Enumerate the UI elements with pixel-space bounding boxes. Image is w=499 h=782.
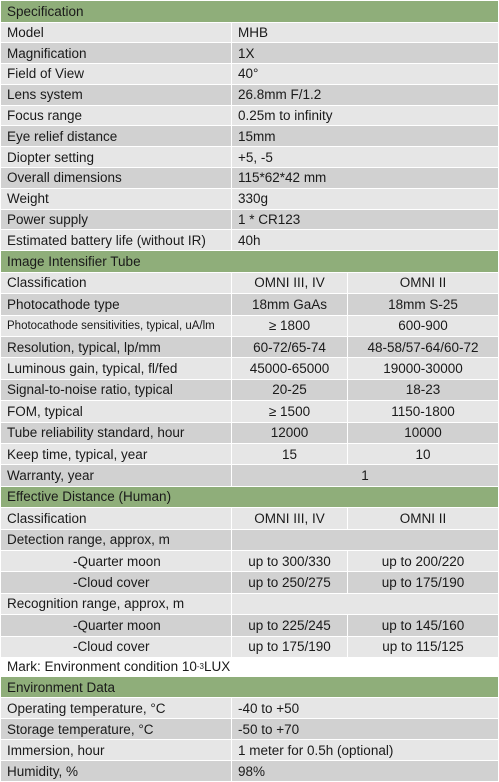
tube-row: [1, 423, 498, 444]
tube-row: [1, 508, 498, 529]
spec-label: FOM, typical: [7, 403, 83, 419]
spec-row: [1, 85, 498, 106]
spec-row: [1, 126, 498, 147]
value-omni-3-4: up to 250/275: [231, 572, 347, 592]
tube-row: [1, 615, 498, 636]
spec-label: Classification: [7, 275, 87, 291]
value-omni-3-4: OMNI III, IV: [231, 508, 347, 528]
mark-row: [1, 658, 498, 677]
spec-value: MHB: [231, 23, 498, 43]
spec-label: Storage temperature, °C: [7, 721, 154, 737]
value-omni-2: up to 175/190: [347, 572, 498, 592]
value-omni-2: 18-23: [347, 380, 498, 400]
section-effective-distance: [1, 487, 498, 509]
tube-row: [1, 337, 498, 358]
spec-label: Humidity, %: [7, 763, 79, 779]
value-omni-3-4: 18mm GaAs: [231, 294, 347, 314]
value-omni-2: 19000-30000: [347, 358, 498, 378]
section-image-intensifier-tube: [1, 251, 498, 273]
spec-value: 40h: [231, 230, 498, 250]
value-omni-2: up to 115/125: [347, 637, 498, 657]
value-omni-2: 18mm S-25: [347, 294, 498, 314]
spec-row: [1, 64, 498, 85]
spec-value: 15mm: [231, 126, 498, 146]
value-omni-3-4: up to 175/190: [231, 637, 347, 657]
spec-label: Diopter setting: [7, 149, 95, 165]
spec-row: [1, 23, 498, 44]
value-omni-3-4: up to 300/330: [231, 551, 347, 571]
spec-row: [1, 210, 498, 231]
spec-label: Weight: [7, 191, 49, 207]
spec-label: Overall dimensions: [7, 170, 122, 186]
spec-label: Eye relief distance: [7, 128, 118, 144]
tube-row: [1, 637, 498, 658]
spec-value: 1X: [231, 43, 498, 63]
spec-label: Signal-to-noise ratio, typical: [7, 382, 173, 398]
warranty-row: [1, 465, 498, 486]
specification-sheet: [1, 1, 498, 779]
tube-row: [1, 316, 498, 337]
spec-label: Resolution, typical, lp/mm: [7, 339, 161, 355]
spec-label: Field of View: [7, 66, 85, 82]
value-omni-3-4: 12000: [231, 423, 347, 443]
value-omni-3-4: OMNI III, IV: [231, 273, 347, 293]
spec-row: [1, 761, 498, 782]
tube-row: [1, 572, 498, 593]
spec-label: Magnification: [7, 45, 87, 61]
spec-label: Lens system: [7, 87, 83, 103]
tube-row: [1, 273, 498, 294]
spec-label: Luminous gain, typical, fl/fed: [7, 361, 178, 377]
section-title: Effective Distance (Human): [7, 489, 172, 505]
spec-label: Photocathode sensitivities, typical, uA/lm: [7, 319, 215, 332]
section-environment-data: [1, 677, 498, 699]
spec-row: [1, 740, 498, 761]
value-omni-2: OMNI II: [347, 273, 498, 293]
spec-value: 115*62*42 mm: [231, 168, 498, 188]
value-omni-3-4: ≥ 1500: [231, 401, 347, 421]
spec-label: Photocathode type: [7, 296, 120, 312]
spec-label: -Cloud cover: [73, 575, 150, 591]
value-omni-2: 10000: [347, 423, 498, 443]
spec-row: [1, 719, 498, 740]
value-omni-2: 600-900: [347, 316, 498, 336]
tube-row: [1, 358, 498, 379]
spec-value: 1 meter for 0.5h (optional): [231, 740, 498, 760]
spec-row: [1, 698, 498, 719]
value-omni-2: up to 200/220: [347, 551, 498, 571]
spec-label: Keep time, typical, year: [7, 446, 148, 462]
value-omni-3-4: ≥ 1800: [231, 316, 347, 336]
spec-label: -Quarter moon: [73, 617, 161, 633]
spec-row: [1, 147, 498, 168]
empty-cell: [231, 594, 498, 614]
spec-value: 1 * CR123: [231, 210, 498, 230]
value-omni-2: 10: [347, 444, 498, 464]
spec-value: -40 to +50: [231, 698, 498, 718]
tube-row: [1, 380, 498, 401]
section-title: Image Intensifier Tube: [7, 254, 141, 270]
tube-row: [1, 401, 498, 422]
value-omni-2: OMNI II: [347, 508, 498, 528]
value-omni-3-4: up to 225/245: [231, 615, 347, 635]
spec-value: 26.8mm F/1.2: [231, 85, 498, 105]
value-omni-3-4: 15: [231, 444, 347, 464]
spec-value: -50 to +70: [231, 719, 498, 739]
spec-label: Power supply: [7, 212, 89, 228]
value-omni-3-4: 60-72/65-74: [231, 337, 347, 357]
spec-label: -Quarter moon: [73, 553, 161, 569]
warranty-value: 1: [231, 465, 498, 485]
section-title: Environment Data: [7, 679, 116, 695]
spec-label: Tube reliability standard, hour: [7, 425, 185, 441]
environment-mark: Mark: Environment condition 10 -3 LUX: [7, 659, 231, 675]
value-omni-3-4: 45000-65000: [231, 358, 347, 378]
spec-value: 98%: [231, 761, 498, 781]
spec-row: [1, 230, 498, 251]
value-omni-2: 48-58/57-64/60-72: [347, 337, 498, 357]
tube-row: [1, 551, 498, 572]
spec-label: Estimated battery life (without IR): [7, 232, 206, 248]
spec-row: [1, 106, 498, 127]
value-omni-2: 1150-1800: [347, 401, 498, 421]
value-omni-3-4: 20-25: [231, 380, 347, 400]
spec-label: Warranty, year: [7, 467, 95, 483]
section-specification: [1, 1, 498, 23]
spec-label: Operating temperature, °C: [7, 700, 166, 716]
group-label: Recognition range, approx, m: [7, 596, 185, 612]
spec-label: Model: [7, 24, 44, 40]
spec-label: -Cloud cover: [73, 639, 150, 655]
group-label: Detection range, approx, m: [7, 532, 170, 548]
spec-row: [1, 168, 498, 189]
value-omni-2: up to 145/160: [347, 615, 498, 635]
spec-label: Immersion, hour: [7, 742, 105, 758]
tube-row: [1, 294, 498, 315]
group-header-row: [1, 530, 498, 551]
spec-label: Focus range: [7, 108, 83, 124]
spec-value: +5, -5: [231, 147, 498, 167]
group-header-row: [1, 594, 498, 615]
spec-value: 40°: [231, 64, 498, 84]
spec-value: 330g: [231, 189, 498, 209]
spec-value: 0.25m to infinity: [231, 106, 498, 126]
spec-row: [1, 189, 498, 210]
empty-cell: [231, 530, 498, 550]
spec-label: Classification: [7, 510, 87, 526]
spec-row: [1, 43, 498, 64]
section-title: Specification: [7, 3, 84, 19]
tube-row: [1, 444, 498, 465]
